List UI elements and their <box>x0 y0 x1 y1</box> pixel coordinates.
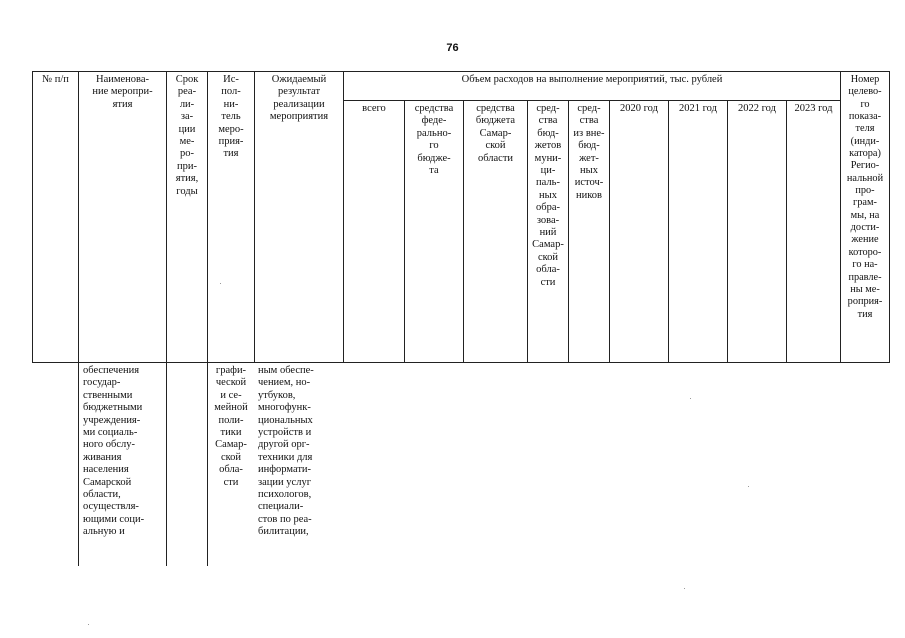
scan-speck <box>748 486 749 487</box>
header-num: № п/п <box>42 74 69 85</box>
header-target: Номер целево- го показа- теля (инди- катора) Регио- нальной про- грам- мы, на дости- жение которо- го на- правле- ны ме- роприя- тия <box>846 74 884 320</box>
header-offbudget: сред- ства из вне- бюд- жет- ных источ- ников <box>573 103 605 201</box>
cont-border-2 <box>166 363 167 566</box>
header-name: Наименова- ние меропри- ятия <box>92 74 153 110</box>
header-2020: 2020 год <box>620 103 658 114</box>
scan-speck <box>690 398 691 399</box>
col-border-15 <box>889 71 890 363</box>
cont-result: ным обеспе- чением, но- утбуков, многофунк- циональных устройств и другой орг- техники для информати- зации услуг психологов, специали- стов по реа- билитации, <box>258 365 314 538</box>
header-bottom-border <box>32 362 889 363</box>
header-term: Срок реа- ли- за- ции ме- ро- при- ятия, годы <box>175 74 199 197</box>
scan-speck <box>88 624 89 625</box>
scan-speck <box>684 588 685 589</box>
header-municipal: сред- ства бюд- жетов муни- ци- паль- ных обра- зова- ний Самар- ской обла- сти <box>532 103 564 288</box>
header-2023: 2023 год <box>794 103 833 114</box>
header-expenses-group: Объем расходов на выполнение мероприятий, тыс. рублей <box>461 74 723 85</box>
cont-executor: графи- ческой и се- мейной поли- тики Самар- ской обла- сти <box>214 365 248 488</box>
cont-border-1 <box>78 363 79 566</box>
header-2022: 2022 год <box>738 103 776 114</box>
header-federal: средства феде- рально- го бюдже- та <box>414 103 454 177</box>
col-border-13 <box>786 100 787 363</box>
col-border-0 <box>32 71 33 363</box>
header-executor: Ис- пол- ни- тель меро- прия- тия <box>218 74 244 160</box>
header-2021: 2021 год <box>679 103 717 114</box>
col-border-10 <box>609 100 610 363</box>
header-regional: средства бюджета Самар- ской области <box>475 103 516 164</box>
table-top-border <box>32 71 889 72</box>
header-result: Ожидаемый результат реализации мероприятия <box>269 74 329 123</box>
col-border-11 <box>668 100 669 363</box>
header-total: всего <box>362 103 386 114</box>
scan-speck <box>220 283 221 284</box>
col-border-12 <box>727 100 728 363</box>
cont-name: обеспечения государ- ственными бюджетными учреждения- ми социаль- ного обслу- живания населения Самарской области, осуществля- ющими соци- альную и <box>83 365 145 538</box>
subheader-divider <box>343 100 840 101</box>
page-number: 76 <box>446 42 459 54</box>
col-border-1 <box>78 71 79 363</box>
